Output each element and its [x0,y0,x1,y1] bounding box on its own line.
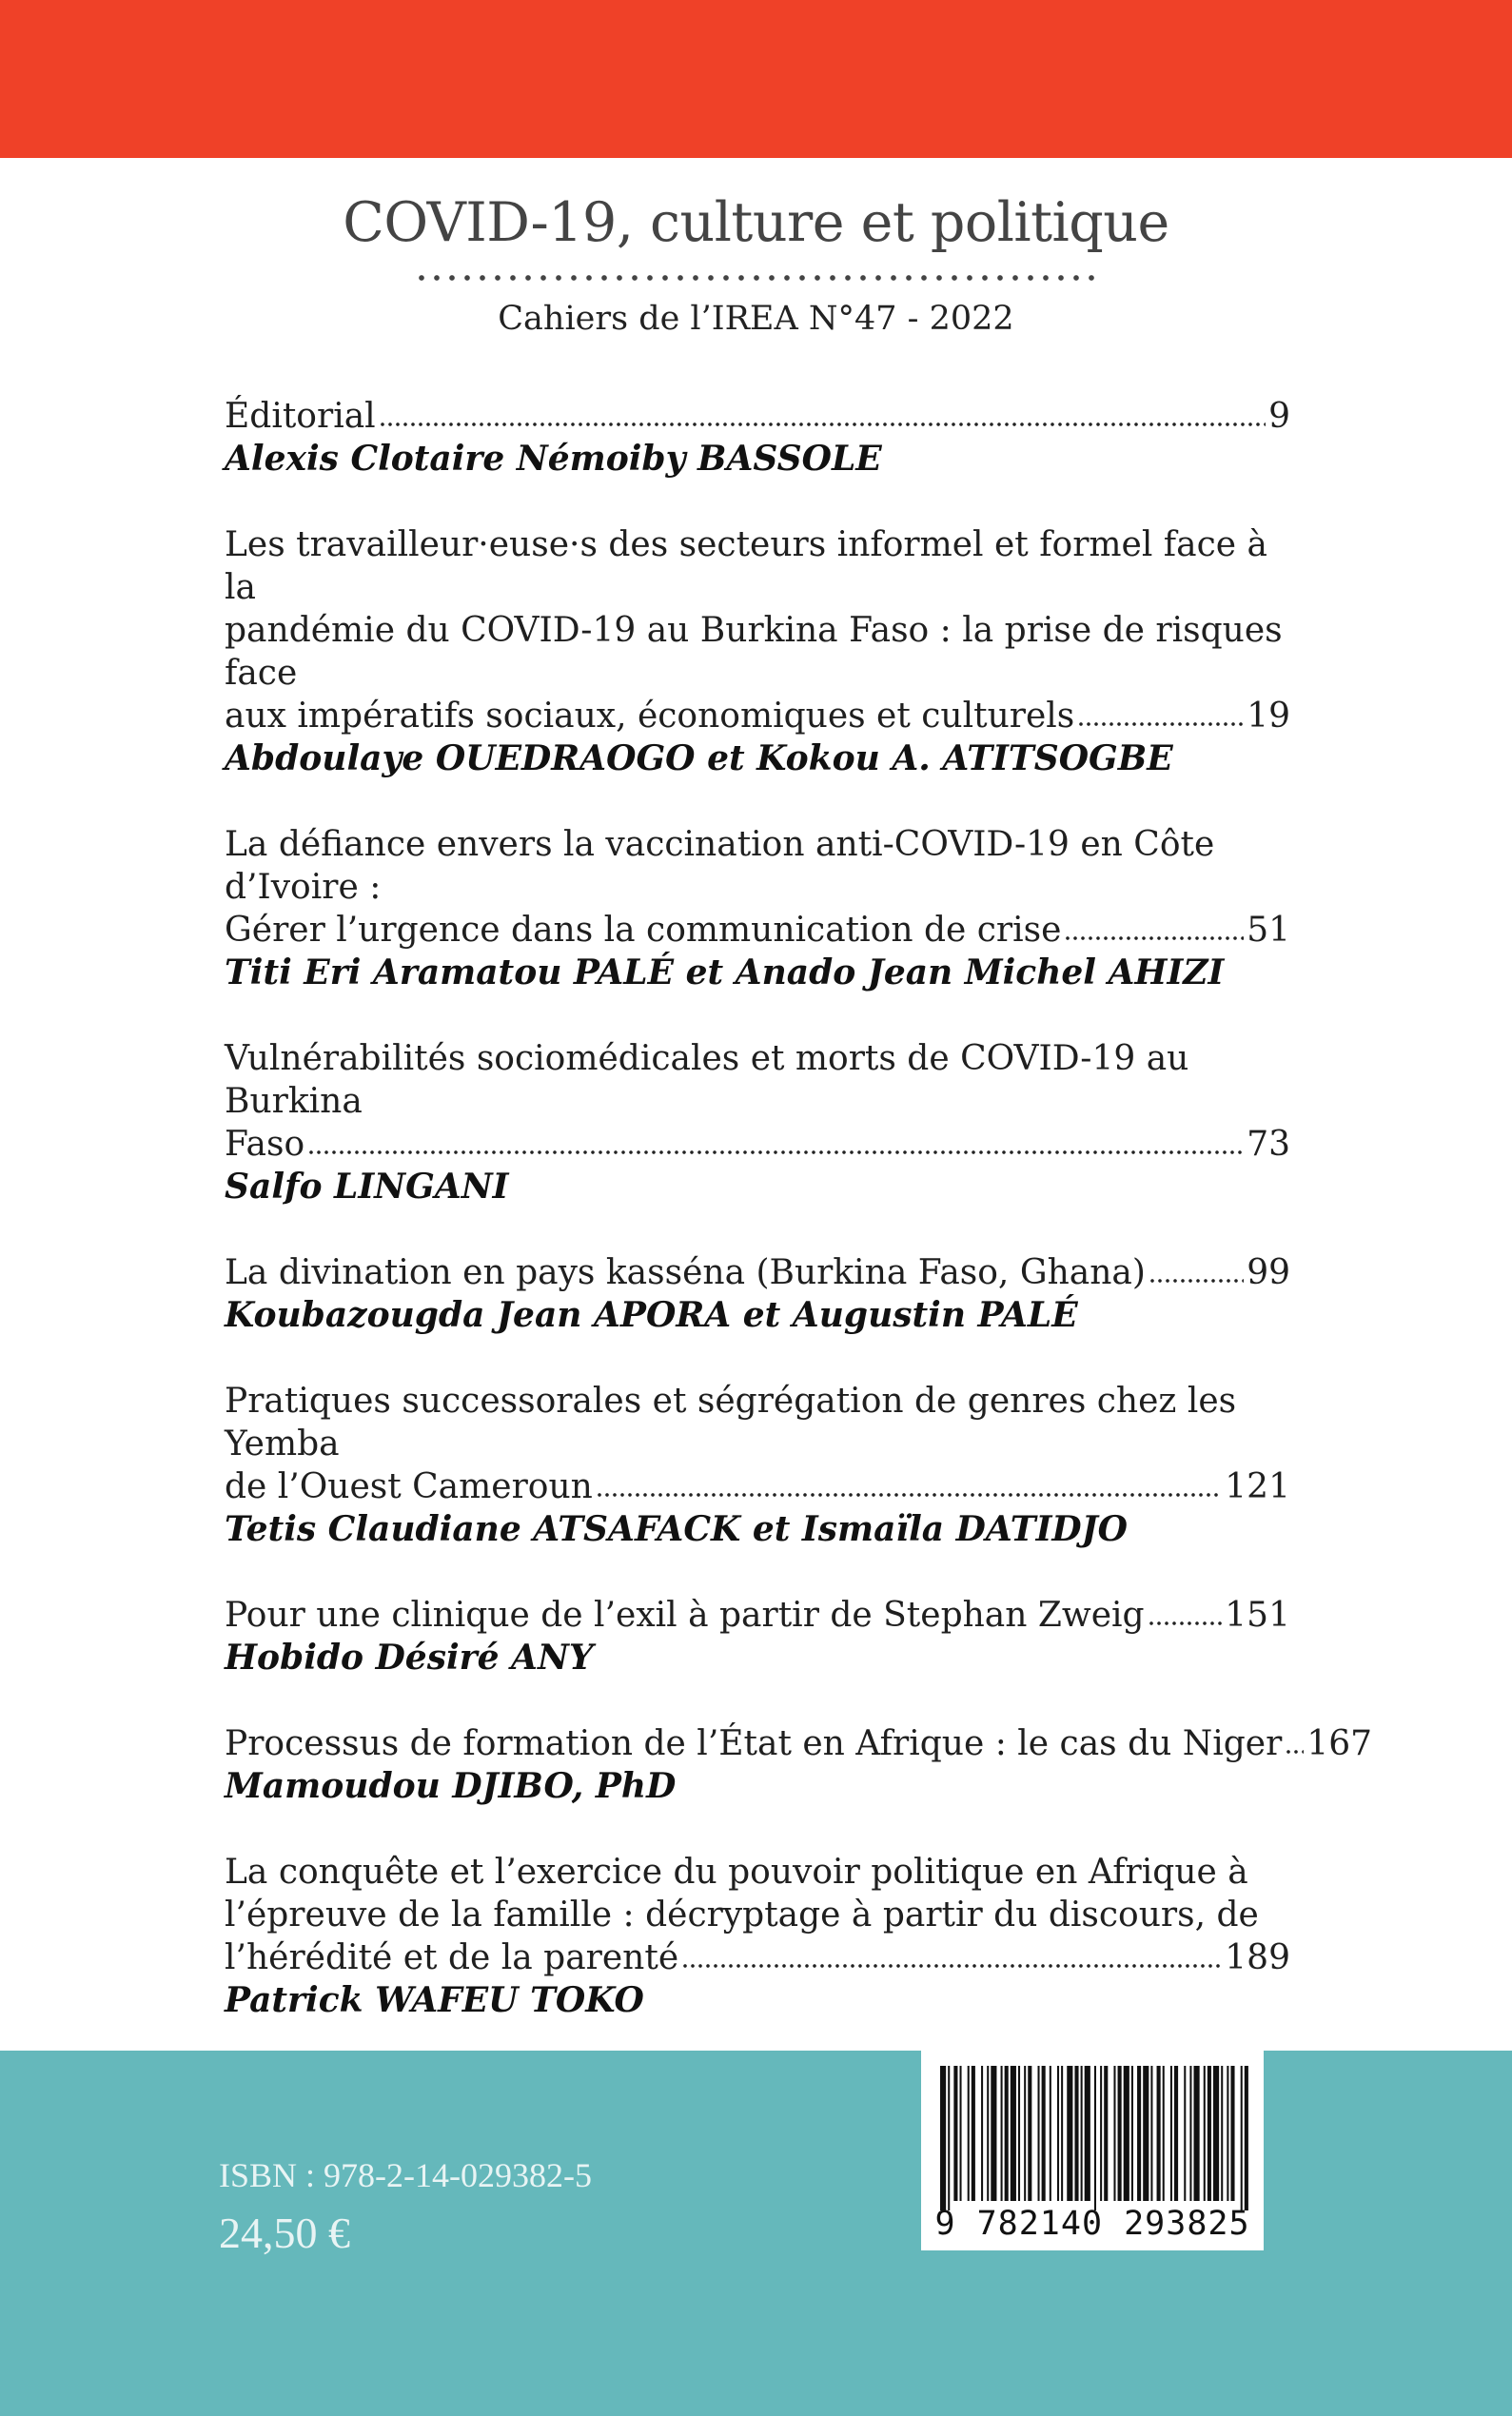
dot-leader [681,1964,1222,1968]
barcode-bar [1113,2066,1115,2201]
isbn-text: ISBN : 978-2-14-029382-5 [219,2156,592,2194]
toc-title-line-with-leader [225,1251,1290,1294]
barcode-bar [1174,2066,1178,2201]
price-text: 24,50 € [219,2209,350,2257]
toc-title-line: La défiance envers la vaccination anti-COVID-19 en Côte d’Ivoire : [225,825,1215,907]
toc-author: Abdoulaye OUEDRAOGO et Kokou A. ATITSOGBE [225,738,1173,778]
toc-title-line: de l’Ouest Cameroun [225,1467,593,1506]
toc-title-line: Processus de formation de l’État en Afrique : le cas du Niger [225,1724,1283,1763]
toc-title-line: Vulnérabilités sociomédicales et morts de COVID-19 au Burkina [225,1039,1189,1121]
barcode-bar [1067,2066,1072,2201]
barcode-bar [1074,2066,1078,2201]
toc-title-line: Les travailleur·euse·s des secteurs informel et formel face à la [225,525,1267,607]
barcode-bar [1018,2066,1020,2201]
toc-entry-title [225,823,1290,952]
toc-entry [225,1851,1290,2022]
toc-entry-title [225,1851,1290,1979]
cover-header [0,187,1512,341]
toc-title-line-with-leader [225,1594,1290,1637]
barcode-bar [948,2066,950,2210]
book-title: COVID-19, culture et politique [343,191,1169,254]
barcode-bar [1230,2066,1234,2201]
barcode-bar [1100,2066,1102,2201]
barcode-bar [972,2066,975,2201]
toc-entry-title [225,395,1290,438]
dot-leader [1149,1279,1244,1283]
barcode-bar [1011,2066,1016,2201]
barcode-bar [1241,2066,1243,2210]
barcode-bar [1085,2066,1090,2201]
barcode-bar [987,2066,989,2201]
toc-title-line-with-leader [225,695,1290,737]
barcode-bar [1213,2066,1219,2201]
toc-title-line: Pratiques successorales et ségrégation de genres chez les Yemba [225,1382,1237,1463]
barcode-bar [1189,2066,1191,2201]
toc-title-line-with-leader [225,1123,1290,1166]
toc-entry [225,823,1290,994]
dotted-divider [414,272,1099,284]
barcode-bar [1118,2066,1122,2201]
barcode-bar [1137,2066,1141,2201]
dot-leader [1148,1621,1223,1625]
barcode-bar [1061,2066,1063,2201]
barcode-digits: 9 782140 293825 [934,2205,1250,2243]
dot-leader [307,1150,1244,1154]
barcode-bar [1104,2066,1108,2201]
barcode-bar [1150,2066,1152,2201]
barcode-bar [1001,2066,1003,2201]
barcode-bar [1184,2066,1186,2201]
barcode-bar [1050,2066,1051,2201]
barcode-bar [1081,2066,1083,2201]
barcode-bar [960,2066,962,2201]
barcode-bar [1131,2066,1133,2201]
toc-title-line: Gérer l’urgence dans la communication de crise [225,911,1062,950]
toc-author: Tetis Claudiane ATSAFACK et Ismaïla DATIDJO [225,1509,1129,1549]
toc-entry [225,1037,1290,1208]
dot-leader [1285,1750,1304,1754]
barcode-bar [1194,2066,1200,2201]
barcode-bar [1245,2066,1248,2210]
dot-leader [1064,936,1244,940]
page-number: 19 [1247,697,1290,736]
barcode-bar [1163,2066,1165,2201]
toc-author: Titi Eri Aramatou PALÉ et Anado Jean Michel AHIZI [225,953,1225,992]
page-number: 99 [1247,1253,1290,1292]
toc-entry [225,395,1290,481]
page-number: 189 [1225,1938,1290,1977]
barcode [921,2051,1264,2250]
barcode-bar [1124,2066,1129,2201]
page-number: 167 [1306,1724,1373,1763]
barcode-bar [1204,2066,1206,2201]
toc-author: Patrick WAFEU TOKO [225,1980,644,2020]
series-subtitle: Cahiers de l’IREA N°47 - 2022 [498,300,1014,338]
toc-entry-title [225,1722,1373,1765]
barcode-bar [991,2066,996,2201]
toc-title-line-with-leader [225,1936,1290,1979]
toc-author: Hobido Désiré ANY [225,1638,594,1678]
toc-entry-title [225,1251,1290,1294]
toc-title-line: pandémie du COVID-19 au Burkina Faso : la prise de risques face [225,611,1283,693]
toc-title-line-with-leader [225,909,1290,952]
page-number: 73 [1247,1125,1290,1164]
barcode-bar [1057,2066,1059,2201]
page-number: 121 [1225,1467,1290,1506]
barcode-bar [1094,2066,1096,2210]
dot-leader [596,1493,1222,1497]
toc-author: Salfo LINGANI [225,1167,509,1207]
dot-leader [1077,722,1244,726]
toc-title-line: Pour une clinique de l’exil à partir de Stephan Zweig [225,1596,1145,1635]
toc-entry [225,523,1290,780]
toc-title-line: l’hérédité et de la parenté [225,1938,679,1977]
barcode-bar [1221,2066,1223,2201]
barcode-bar [1038,2066,1040,2201]
barcode-bar [1170,2066,1172,2201]
toc-entry [225,1380,1290,1551]
barcode-bar [1227,2066,1228,2201]
toc-entry [225,1251,1290,1337]
page-number: 51 [1247,911,1290,950]
toc-title-line: Éditorial [225,397,376,436]
top-color-band [0,0,1512,158]
barcode-bar [1005,2066,1009,2201]
toc-author: Alexis Clotaire Némoiby BASSOLE [225,439,882,479]
barcode-bar [968,2066,970,2201]
toc-author: Koubazougda Jean APORA et Augustin PALÉ [225,1295,1078,1335]
toc-entry-title [225,1380,1290,1508]
barcode-bar [1028,2066,1031,2201]
toc-title-line: La divination en pays kasséna (Burkina Faso, Ghana) [225,1253,1146,1292]
barcode-bar [1208,2066,1211,2201]
barcode-bar [1042,2066,1046,2201]
barcode-bar [1024,2066,1026,2201]
toc-title-line: l’épreuve de la famille : décryptage à partir du discours, de [225,1895,1259,1935]
table-of-contents [225,395,1373,2193]
toc-title-line-with-leader [225,1465,1290,1508]
toc-entry-title [225,1594,1290,1637]
toc-title-line: Faso [225,1125,305,1164]
toc-title-line-with-leader [225,1722,1373,1765]
toc-entry-title [225,523,1290,737]
dot-leader [379,422,1266,426]
barcode-bar [1157,2066,1161,2201]
toc-title-line: La conquête et l’exercice du pouvoir politique en Afrique à [225,1853,1248,1892]
toc-entry [225,1594,1290,1679]
barcode-bar [1143,2066,1149,2201]
toc-entry-title [225,1037,1290,1166]
page-number: 9 [1268,397,1290,436]
barcode-bar [953,2066,957,2201]
toc-entry [225,1722,1373,1808]
page-number: 151 [1225,1596,1290,1635]
barcode-bar [940,2066,946,2210]
toc-author: Mamoudou DJIBO, PhD [225,1766,677,1806]
toc-title-line: aux impératifs sociaux, économiques et culturels [225,697,1075,736]
toc-title-line-with-leader [225,395,1290,438]
barcode-bar [981,2066,983,2201]
